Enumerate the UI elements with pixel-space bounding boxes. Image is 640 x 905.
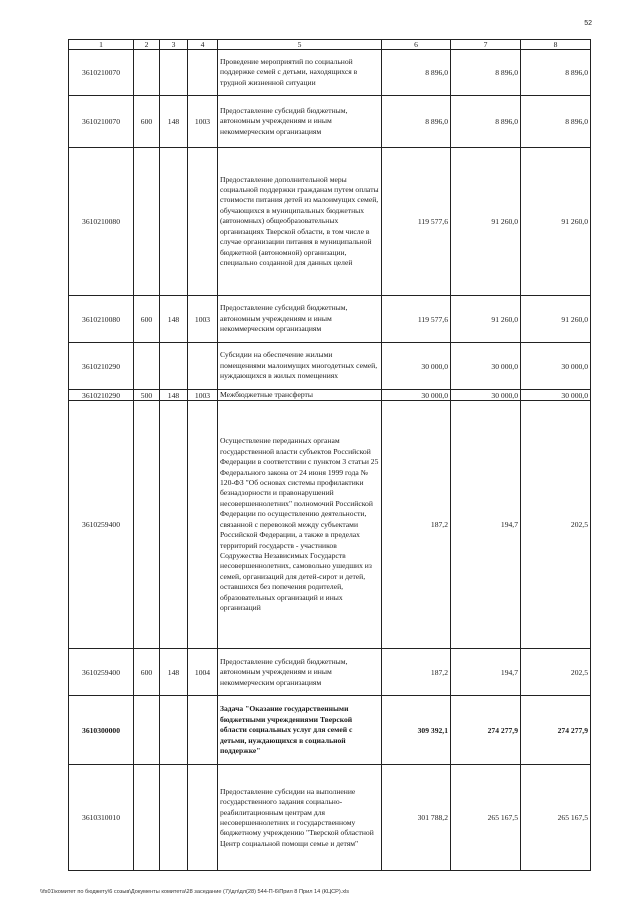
amount-col-8: 91 260,0 bbox=[521, 296, 591, 343]
section-code bbox=[188, 696, 218, 765]
administrator-code: 148 bbox=[160, 296, 188, 343]
amount-col-6: 8 896,0 bbox=[382, 96, 451, 148]
table-row-task bbox=[69, 696, 591, 765]
classification-code: 3610210070 bbox=[69, 96, 134, 148]
administrator-code: 148 bbox=[160, 96, 188, 148]
column-header: 4 bbox=[188, 40, 218, 50]
administrator-code bbox=[160, 50, 188, 96]
section-code bbox=[188, 401, 218, 649]
classification-code: 3610310010 bbox=[69, 765, 134, 871]
column-header: 3 bbox=[160, 40, 188, 50]
column-header: 2 bbox=[134, 40, 160, 50]
administrator-code bbox=[160, 148, 188, 296]
classification-code: 3610300000 bbox=[69, 696, 134, 765]
amount-col-6: 8 896,0 bbox=[382, 50, 451, 96]
row-description: Осуществление переданных органам государственной власти субъектов Российской Федерации в соответствии с пунктом 3 статьи 25 Федерального закона от 24 июня 1999 года № 120-ФЗ "Об основах системы профилактики безнадзорности и правонарушений несовершеннолетних" полномочий Российской Федерации по осуществлению деятельности, связанной с перевозкой между субъектами Российской Федерации, а также в пределах территорий государств - участников Содружества Независимых Государств несовершеннолетних, самовольно ушедших из семей, организаций для детей-сирот и детей, оставшихся без попечения родителей, образовательных организаций и иных организаций bbox=[218, 401, 382, 649]
table-row bbox=[69, 390, 591, 401]
section-code bbox=[188, 50, 218, 96]
expense-type-code bbox=[134, 343, 160, 390]
classification-code: 3610210080 bbox=[69, 148, 134, 296]
amount-col-6: 309 392,1 bbox=[382, 696, 451, 765]
amount-col-6: 119 577,6 bbox=[382, 148, 451, 296]
budget-table bbox=[68, 39, 591, 871]
amount-col-8: 202,5 bbox=[521, 401, 591, 649]
administrator-code bbox=[160, 765, 188, 871]
amount-col-8: 91 260,0 bbox=[521, 148, 591, 296]
administrator-code: 148 bbox=[160, 649, 188, 696]
column-number-row bbox=[69, 40, 591, 50]
amount-col-7: 8 896,0 bbox=[451, 96, 521, 148]
classification-code: 3610210080 bbox=[69, 296, 134, 343]
row-description: Предоставление субсидии на выполнение государственного задания социально-реабилитационным центрам для несовершеннолетних и государственному бюджетному учреждению "Тверской областной Центр социальной помощи семье и детям" bbox=[218, 765, 382, 871]
classification-code: 3610259400 bbox=[69, 649, 134, 696]
amount-col-7: 8 896,0 bbox=[451, 50, 521, 96]
amount-col-7: 274 277,9 bbox=[451, 696, 521, 765]
column-header: 7 bbox=[451, 40, 521, 50]
administrator-code bbox=[160, 343, 188, 390]
row-description: Предоставление субсидий бюджетным, автономным учреждениям и иным некоммерческим организациям bbox=[218, 296, 382, 343]
row-description: Предоставление субсидий бюджетным, автономным учреждениям и иным некоммерческим организациям bbox=[218, 649, 382, 696]
table-row bbox=[69, 401, 591, 649]
classification-code: 3610210070 bbox=[69, 50, 134, 96]
amount-col-7: 30 000,0 bbox=[451, 390, 521, 401]
section-code: 1003 bbox=[188, 390, 218, 401]
column-header: 8 bbox=[521, 40, 591, 50]
row-description: Предоставление субсидий бюджетным, автономным учреждениям и иным некоммерческим организациям bbox=[218, 96, 382, 148]
amount-col-7: 91 260,0 bbox=[451, 148, 521, 296]
section-code bbox=[188, 148, 218, 296]
column-header: 5 bbox=[218, 40, 382, 50]
amount-col-7: 91 260,0 bbox=[451, 296, 521, 343]
amount-col-6: 30 000,0 bbox=[382, 343, 451, 390]
table-row bbox=[69, 343, 591, 390]
amount-col-7: 265 167,5 bbox=[451, 765, 521, 871]
section-code: 1003 bbox=[188, 96, 218, 148]
amount-col-8: 8 896,0 bbox=[521, 50, 591, 96]
expense-type-code bbox=[134, 50, 160, 96]
file-path-footer: \\fs01\комитет по бюджету\6 созыв\Документы комитета\28 заседание (7)\дл\дл(28) 544-П-6\Прил 8 Прил 14 (КЦСР).xls bbox=[40, 889, 350, 895]
amount-col-6: 119 577,6 bbox=[382, 296, 451, 343]
column-header: 6 bbox=[382, 40, 451, 50]
table-row bbox=[69, 148, 591, 296]
row-description: Предоставление дополнительной меры социальной поддержки гражданам путем оплаты стоимости питания детей из малоимущих семей, обучающихся в муниципальных бюджетных (автономных) общеобразовательных организациях Тверской области, в том числе в случае организации питания в муниципальной бюджетной (автономной) организации, специально созданной для данных целей bbox=[218, 148, 382, 296]
table-row bbox=[69, 296, 591, 343]
amount-col-8: 8 896,0 bbox=[521, 96, 591, 148]
classification-code: 3610210290 bbox=[69, 343, 134, 390]
row-description: Проведение мероприятий по социальной поддержке семей с детьми, находящихся в трудной жизненной ситуации bbox=[218, 50, 382, 96]
expense-type-code bbox=[134, 401, 160, 649]
expense-type-code: 600 bbox=[134, 649, 160, 696]
section-code bbox=[188, 343, 218, 390]
page-number: 52 bbox=[584, 20, 592, 27]
amount-col-8: 30 000,0 bbox=[521, 390, 591, 401]
section-code bbox=[188, 765, 218, 871]
row-description: Межбюджетные трансферты bbox=[218, 390, 382, 401]
amount-col-6: 30 000,0 bbox=[382, 390, 451, 401]
row-description: Субсидии на обеспечение жилыми помещениями малоимущих многодетных семей, нуждающихся в жилых помещениях bbox=[218, 343, 382, 390]
row-description: Задача "Оказание государственными бюджетными учреждениями Тверской области социальных услуг для семей с детьми, нуждающихся в социальной поддержке" bbox=[218, 696, 382, 765]
amount-col-8: 202,5 bbox=[521, 649, 591, 696]
amount-col-8: 265 167,5 bbox=[521, 765, 591, 871]
expense-type-code bbox=[134, 696, 160, 765]
amount-col-7: 194,7 bbox=[451, 401, 521, 649]
section-code: 1003 bbox=[188, 296, 218, 343]
amount-col-6: 187,2 bbox=[382, 401, 451, 649]
table-row bbox=[69, 765, 591, 871]
administrator-code bbox=[160, 401, 188, 649]
amount-col-8: 30 000,0 bbox=[521, 343, 591, 390]
table-row bbox=[69, 649, 591, 696]
amount-col-7: 194,7 bbox=[451, 649, 521, 696]
amount-col-7: 30 000,0 bbox=[451, 343, 521, 390]
expense-type-code: 600 bbox=[134, 296, 160, 343]
expense-type-code: 600 bbox=[134, 96, 160, 148]
amount-col-8: 274 277,9 bbox=[521, 696, 591, 765]
amount-col-6: 301 788,2 bbox=[382, 765, 451, 871]
table-row bbox=[69, 50, 591, 96]
expense-type-code bbox=[134, 765, 160, 871]
section-code: 1004 bbox=[188, 649, 218, 696]
expense-type-code bbox=[134, 148, 160, 296]
administrator-code: 148 bbox=[160, 390, 188, 401]
table-row bbox=[69, 96, 591, 148]
administrator-code bbox=[160, 696, 188, 765]
amount-col-6: 187,2 bbox=[382, 649, 451, 696]
column-header: 1 bbox=[69, 40, 134, 50]
classification-code: 3610259400 bbox=[69, 401, 134, 649]
classification-code: 3610210290 bbox=[69, 390, 134, 401]
expense-type-code: 500 bbox=[134, 390, 160, 401]
